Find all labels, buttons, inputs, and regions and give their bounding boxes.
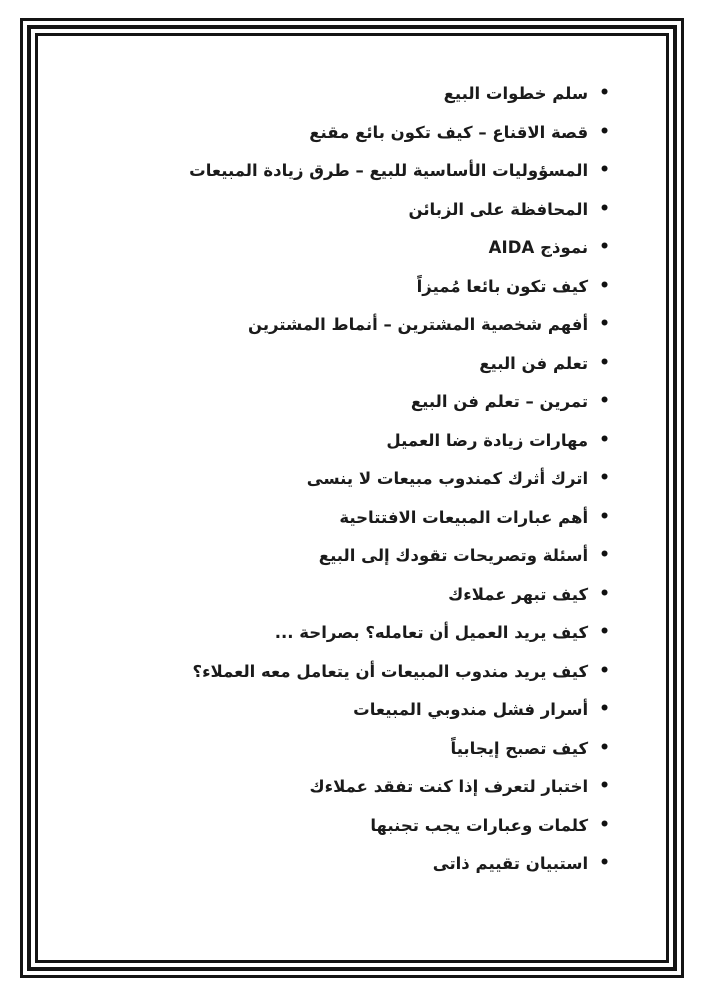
- bullet-icon: •: [599, 776, 610, 796]
- list-item-text: كيف تصبح إيجابياً: [450, 738, 589, 758]
- list-item: [74, 345, 610, 384]
- list-item: [74, 691, 610, 730]
- bullet-icon: •: [599, 121, 610, 142]
- list-item-text: كيف تكون بائعا مُميزاً: [416, 276, 589, 296]
- page-border-middle-line: [27, 25, 677, 971]
- bullet-icon: •: [599, 237, 610, 257]
- bullet-icon: •: [599, 83, 610, 103]
- list-item: [74, 845, 610, 884]
- list-item: [74, 460, 610, 499]
- list-item-text: كيف يريد العميل أن تعامله؟ بصراحة ...: [274, 623, 589, 642]
- list-item: [74, 499, 610, 538]
- bullet-icon: •: [599, 660, 610, 681]
- list-item: [74, 229, 610, 268]
- bullet-icon: •: [599, 468, 610, 488]
- list-item: [74, 614, 610, 653]
- list-item-text: تعلم فن البيع: [479, 353, 589, 373]
- list-item: [74, 653, 610, 692]
- list-item: [74, 730, 610, 769]
- list-item-text: كيف تبهر عملاءك: [448, 584, 589, 604]
- list-item: [74, 807, 610, 846]
- bullet-icon: •: [599, 699, 610, 719]
- list-item: [74, 768, 610, 807]
- bullet-icon: •: [599, 853, 610, 873]
- bullet-icon: •: [599, 391, 610, 411]
- list-item-text: كلمات وعبارات يجب تجنبها: [370, 815, 589, 835]
- bullet-icon: •: [599, 352, 610, 373]
- list-item-text: أهم عبارات المبيعات الافتتاحية: [339, 507, 589, 527]
- list-item-text: تمرين – تعلم فن البيع: [410, 392, 589, 411]
- list-item: [74, 191, 610, 230]
- list-item-text: نموذج AIDA: [488, 238, 589, 257]
- list-item-text: كيف يريد مندوب المبيعات أن يتعامل معه العملاء؟: [192, 661, 589, 681]
- list-item: [74, 306, 610, 345]
- list-item-text: أسئلة وتصريحات تقودك إلى البيع: [318, 546, 589, 565]
- list-item: [74, 152, 610, 191]
- list-item-text: قصة الاقناع – كيف تكون بائع مقنع: [309, 122, 589, 142]
- list-item: [74, 537, 610, 576]
- page-border-frame: [20, 18, 684, 978]
- bullet-icon: •: [599, 506, 610, 527]
- topics-list: [74, 75, 610, 884]
- list-item: [74, 422, 610, 461]
- bullet-icon: •: [599, 737, 610, 758]
- bullet-icon: •: [599, 622, 610, 642]
- list-item-text: استبيان تقييم ذاتى: [432, 854, 589, 873]
- list-item: [74, 268, 610, 307]
- list-item-text: المسؤوليات الأساسية للبيع – طرق زيادة المبيعات: [189, 161, 589, 180]
- list-item: [74, 75, 610, 114]
- list-item-text: مهارات زيادة رضا العميل: [386, 430, 589, 450]
- bullet-icon: •: [599, 545, 610, 565]
- list-item-text: أسرار فشل مندوبي المبيعات: [353, 700, 589, 719]
- list-item-text: اترك أثرك كمندوب مبيعات لا ينسى: [306, 469, 589, 488]
- bullet-icon: •: [599, 429, 610, 450]
- bullet-icon: •: [599, 314, 610, 334]
- page-border-inner-line: [35, 33, 669, 963]
- list-item-text: اختبار لتعرف إذا كنت تفقد عملاءك: [309, 777, 589, 796]
- list-item-text: أفهم شخصية المشترين – أنماط المشترين: [248, 315, 589, 334]
- list-item: [74, 383, 610, 422]
- bullet-icon: •: [599, 275, 610, 296]
- document-content: [38, 36, 666, 884]
- list-item: [74, 576, 610, 615]
- bullet-icon: •: [599, 583, 610, 604]
- bullet-icon: •: [599, 198, 610, 219]
- list-item-text: سلم خطوات البيع: [443, 84, 589, 103]
- bullet-icon: •: [599, 160, 610, 180]
- bullet-icon: •: [599, 814, 610, 835]
- list-item: [74, 114, 610, 153]
- list-item-text: المحافظة على الزبائن: [408, 199, 589, 219]
